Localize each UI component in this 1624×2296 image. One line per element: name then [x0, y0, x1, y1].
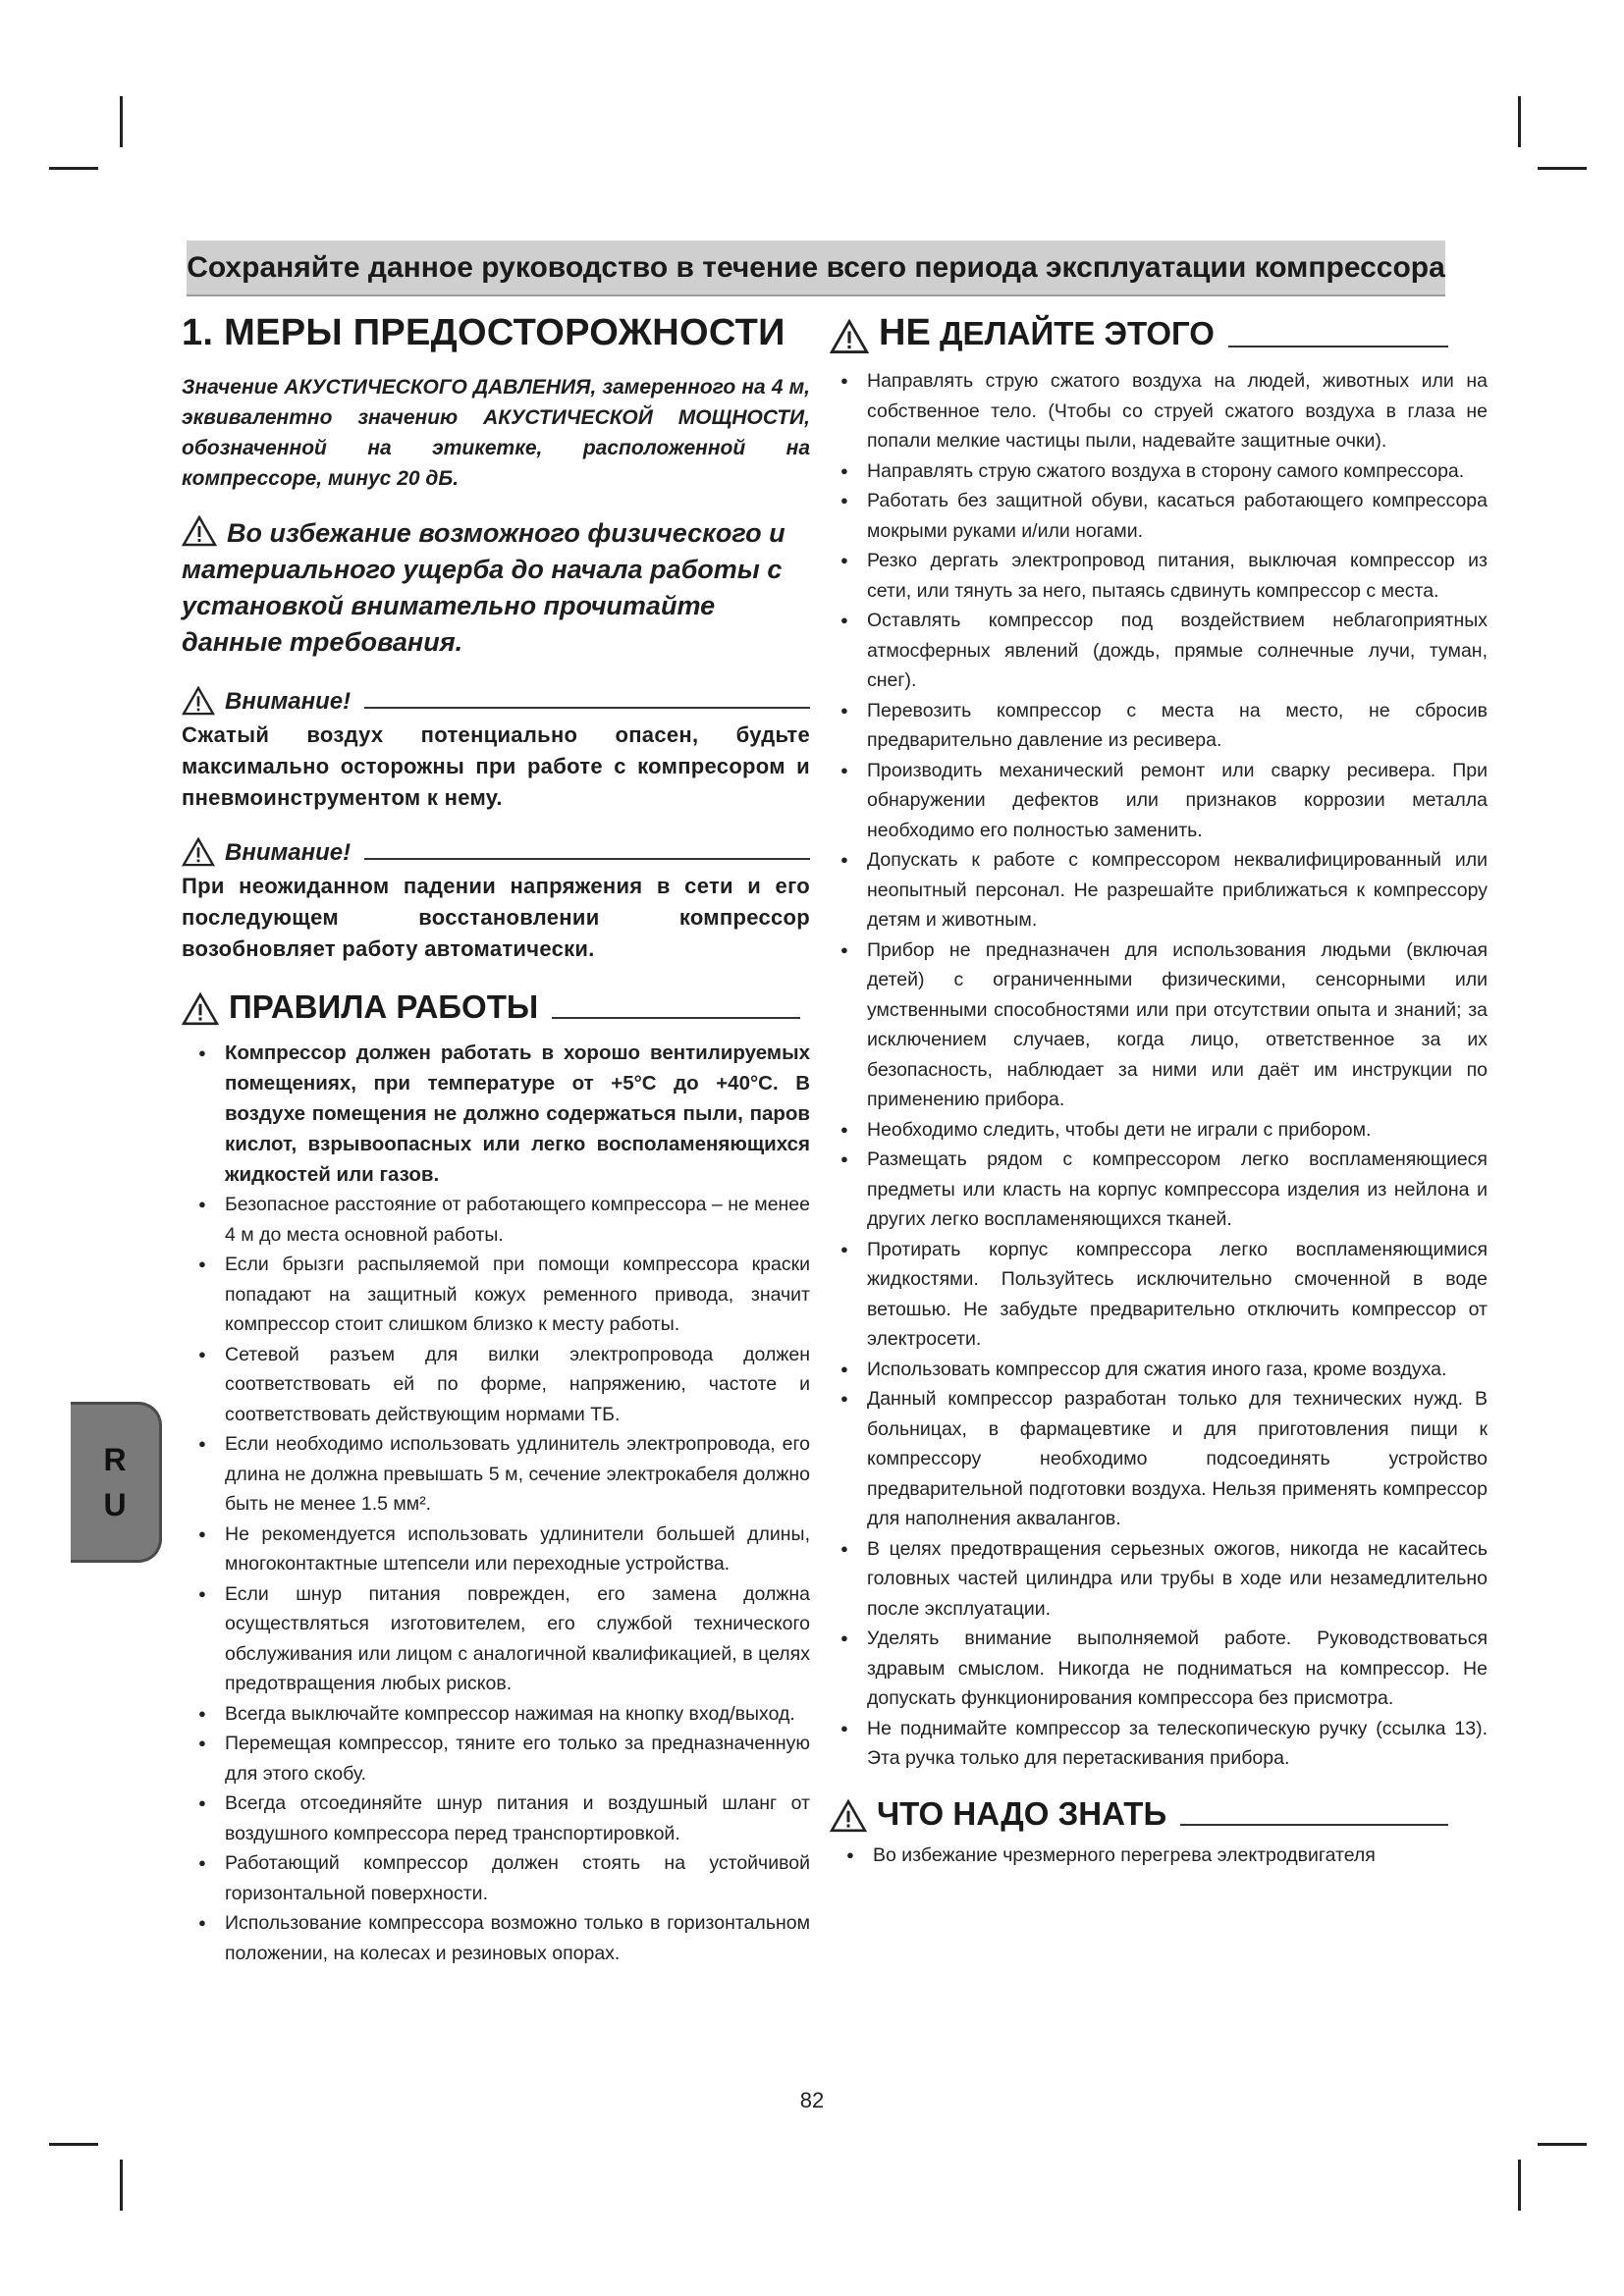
list-item: ● Протирать корпус компрессора легко воспламеняющимися жидкостями. Пользуйтесь исключительно смоченной в воде ветошью. Не забудьте предварительно отключить компрессор от электросети.	[838, 1235, 1488, 1355]
list-item: ● Перевозить компрессор с места на место, не сбросив предварительно давление из ресивера.	[838, 696, 1488, 756]
list-item: ● Перемещая компрессор, тяните его только за предназначенную для этого скобу.	[195, 1729, 810, 1789]
heading-rule	[1228, 346, 1448, 347]
attention-text: При неожиданном падении напряжения в сети и его последующем восстановлении компрессор возобновляет работу автоматически.	[182, 874, 810, 961]
main-warning-text: Во избежание возможного физического и материального ущерба до начала работы с установкой внимательно прочитайте данные требования.	[182, 518, 785, 657]
crop-mark	[49, 2143, 98, 2146]
list-item: ● Направлять струю сжатого воздуха в сторону самого компрессора.	[838, 456, 1488, 487]
list-item: ● Уделять внимание выполняемой работе. Руководствоваться здравым смыслом. Никогда не подниматься на компрессор. Не допускать функционирования компрессора без присмотра.	[838, 1624, 1488, 1714]
list-item: ● Во избежание чрезмерного перегрева электродвигателя	[843, 1841, 1488, 1871]
list-item: ● Направлять струю сжатого воздуха на людей, животных или на собственное тело. (Чтобы со струей сжатого воздуха в глаза не попали мелкие частицы пыли, надевайте защитные очки).	[838, 366, 1488, 456]
crop-mark	[120, 2160, 123, 2211]
list-item: ● Работающий компрессор должен стоять на устойчивой горизонтальной поверхности.	[195, 1848, 810, 1908]
rules-title: ПРАВИЛА РАБОТЫ	[229, 988, 539, 1025]
attention-title: Внимание!	[225, 688, 352, 715]
rules-heading	[182, 988, 800, 1026]
crop-mark	[1538, 167, 1587, 170]
left-column	[182, 312, 810, 1968]
list-item: ● Компрессор должен работать в хорошо вентилируемых помещениях, при температуре от +5°С до +40°С. В воздухе помещения не должно содержаться пыли, паров кислот, взрывоопасных или легко восполаменяющихся жидкостей или газов.	[195, 1038, 810, 1190]
list-item: ● Если брызги распыляемой при помощи компрессора краски попадают на защитный кожух ременного привода, значит компрессор стоит слишком близко к месту работы.	[195, 1250, 810, 1340]
list-item: ● Данный компрессор разработан только для технических нужд. В больницах, в фармацевтике и для приготовления пищи к компрессору необходимо подсоединять устройство предварительной подготовки воздуха. Нельзя применять компрессор для наполнения аквалангов.	[838, 1384, 1488, 1534]
heading-rule	[364, 858, 810, 860]
crop-mark	[120, 96, 123, 147]
heading-rule	[1180, 1824, 1448, 1826]
list-item: ● Использовать компрессор для сжатия иного газа, кроме воздуха.	[838, 1355, 1488, 1385]
warning-triangle-icon	[182, 992, 219, 1026]
list-item: ● Безопасное расстояние от работающего компрессора – не менее 4 м до места основной работы.	[195, 1190, 810, 1250]
page-number: 82	[799, 2088, 825, 2112]
list-item: ● Оставлять компрессор под воздействием неблагоприятных атмосферных явлений (дождь, прямые солнечные лучи, туман, снег).	[838, 606, 1488, 696]
list-item: ● Если шнур питания поврежден, его замена должна осуществляться изготовителем, его службой технического обслуживания или лицом с аналогичной квалификацией, в целях предотвращения любых рисков.	[195, 1579, 810, 1699]
attention-heading	[182, 837, 810, 867]
language-tab-letter: U	[103, 1487, 127, 1522]
know-title: ЧТО НАДО ЗНАТЬ	[877, 1794, 1167, 1832]
dont-title-prefix: НЕ	[879, 312, 931, 353]
language-tab	[71, 1402, 162, 1563]
know-heading	[830, 1795, 1448, 1833]
crop-mark	[1538, 2143, 1587, 2146]
list-item: ● Работать без защитной обуви, касаться работающего компрессора мокрыми руками и/или ногами.	[838, 486, 1488, 546]
warning-triangle-icon	[182, 686, 215, 716]
list-item: ● Сетевой разъем для вилки электропровода должен соответствовать ей по форме, напряжению, частоте и соответствовать действующим нормами ТБ.	[195, 1340, 810, 1430]
list-item: ● Не поднимайте компрессор за телескопическую ручку (ссылка 13). Эта ручка только для перетаскивания прибора.	[838, 1714, 1488, 1774]
intro-paragraph: Значение АКУСТИЧЕСКОГО ДАВЛЕНИЯ, замеренного на 4 м, эквивалентно значению АКУСТИЧЕСКОЙ МОЩНОСТИ, обозначенной на этикетке, расположенной на компрессоре, минус 20 дБ.	[182, 376, 810, 490]
list-item: ● Допускать к работе с компрессором неквалифицированный или неопытный персонал. Не разрешайте приближаться к компрессору детям и животным.	[838, 845, 1488, 935]
list-item: ● Всегда выключайте компрессор нажимая на кнопку вход/выход.	[195, 1699, 810, 1730]
heading-rule	[364, 707, 810, 709]
warning-triangle-icon	[182, 837, 215, 867]
dont-title: ДЕЛАЙТЕ ЭТОГО	[939, 315, 1215, 351]
dont-heading	[830, 312, 1448, 354]
language-tab-letter: R	[103, 1442, 127, 1477]
warning-triangle-icon	[830, 319, 869, 354]
list-item: ● Прибор не предназначен для использования людьми (включая детей) с ограниченными физическими, сенсорными или умственными способностями или при отсутствии опыта и знаний; за исключением случаев, когда лицо, ответственное за их безопасность, наблюдает за ними или даёт им инструкции по применению прибора.	[838, 935, 1488, 1115]
warning-triangle-icon	[830, 1799, 867, 1833]
list-item: ● Использование компрессора возможно только в горизонтальном положении, на колесах и резиновых опорах.	[195, 1908, 810, 1968]
dont-list	[830, 366, 1488, 1774]
list-item: ● Если необходимо использовать удлинитель электропровода, его длина не должна превышать 5 м, сечение электрокабеля должно быть не менее 1.5 мм².	[195, 1429, 810, 1520]
crop-mark	[49, 167, 98, 170]
list-item: ● В целях предотвращения серьезных ожогов, никогда не касайтесь головных частей цилиндра или трубы в ходе или незамедлительно после эксплуатации.	[838, 1534, 1488, 1625]
heading-rule	[552, 1017, 800, 1019]
main-warning	[182, 515, 810, 661]
attention-title: Внимание!	[225, 839, 352, 866]
list-item: ● Необходимо следить, чтобы дети не играли с прибором.	[838, 1115, 1488, 1146]
header-banner: Сохраняйте данное руководство в течение всего периода эксплуатации компрессора	[187, 240, 1445, 296]
crop-mark	[1518, 2160, 1521, 2211]
list-item: ● Не рекомендуется использовать удлинители большей длины, многоконтактные штепсели или переходные устройства.	[195, 1520, 810, 1579]
list-item: ● Размещать рядом с компрессором легко воспламеняющиеся предметы или класть на корпус компрессора изделия из нейлона и других легко воспламеняющихся тканей.	[838, 1145, 1488, 1235]
rules-list	[182, 1038, 810, 1968]
list-item: ● Производить механический ремонт или сварку ресивера. При обнаружении дефектов или признаков коррозии металла необходимо его полностью заменить.	[838, 756, 1488, 846]
list-item: ● Всегда отсоединяйте шнур питания и воздушный шланг от воздушного компрессора перед транспортировкой.	[195, 1789, 810, 1848]
warning-triangle-icon	[182, 515, 217, 547]
know-list	[830, 1841, 1488, 1871]
section-title: 1. МЕРЫ ПРЕДОСТОРОЖНОСТИ	[182, 312, 785, 353]
crop-mark	[1518, 96, 1521, 147]
list-item: ● Резко дергать электропровод питания, выключая компрессор из сети, или тянуть за него, пытаясь сдвинуть компрессор с места.	[838, 546, 1488, 606]
attention-heading	[182, 686, 810, 716]
attention-text: Сжатый воздух потенциально опасен, будьте максимально осторожны при работе с компресором и пневмоинструментом к нему.	[182, 722, 810, 810]
right-column	[830, 312, 1488, 1870]
